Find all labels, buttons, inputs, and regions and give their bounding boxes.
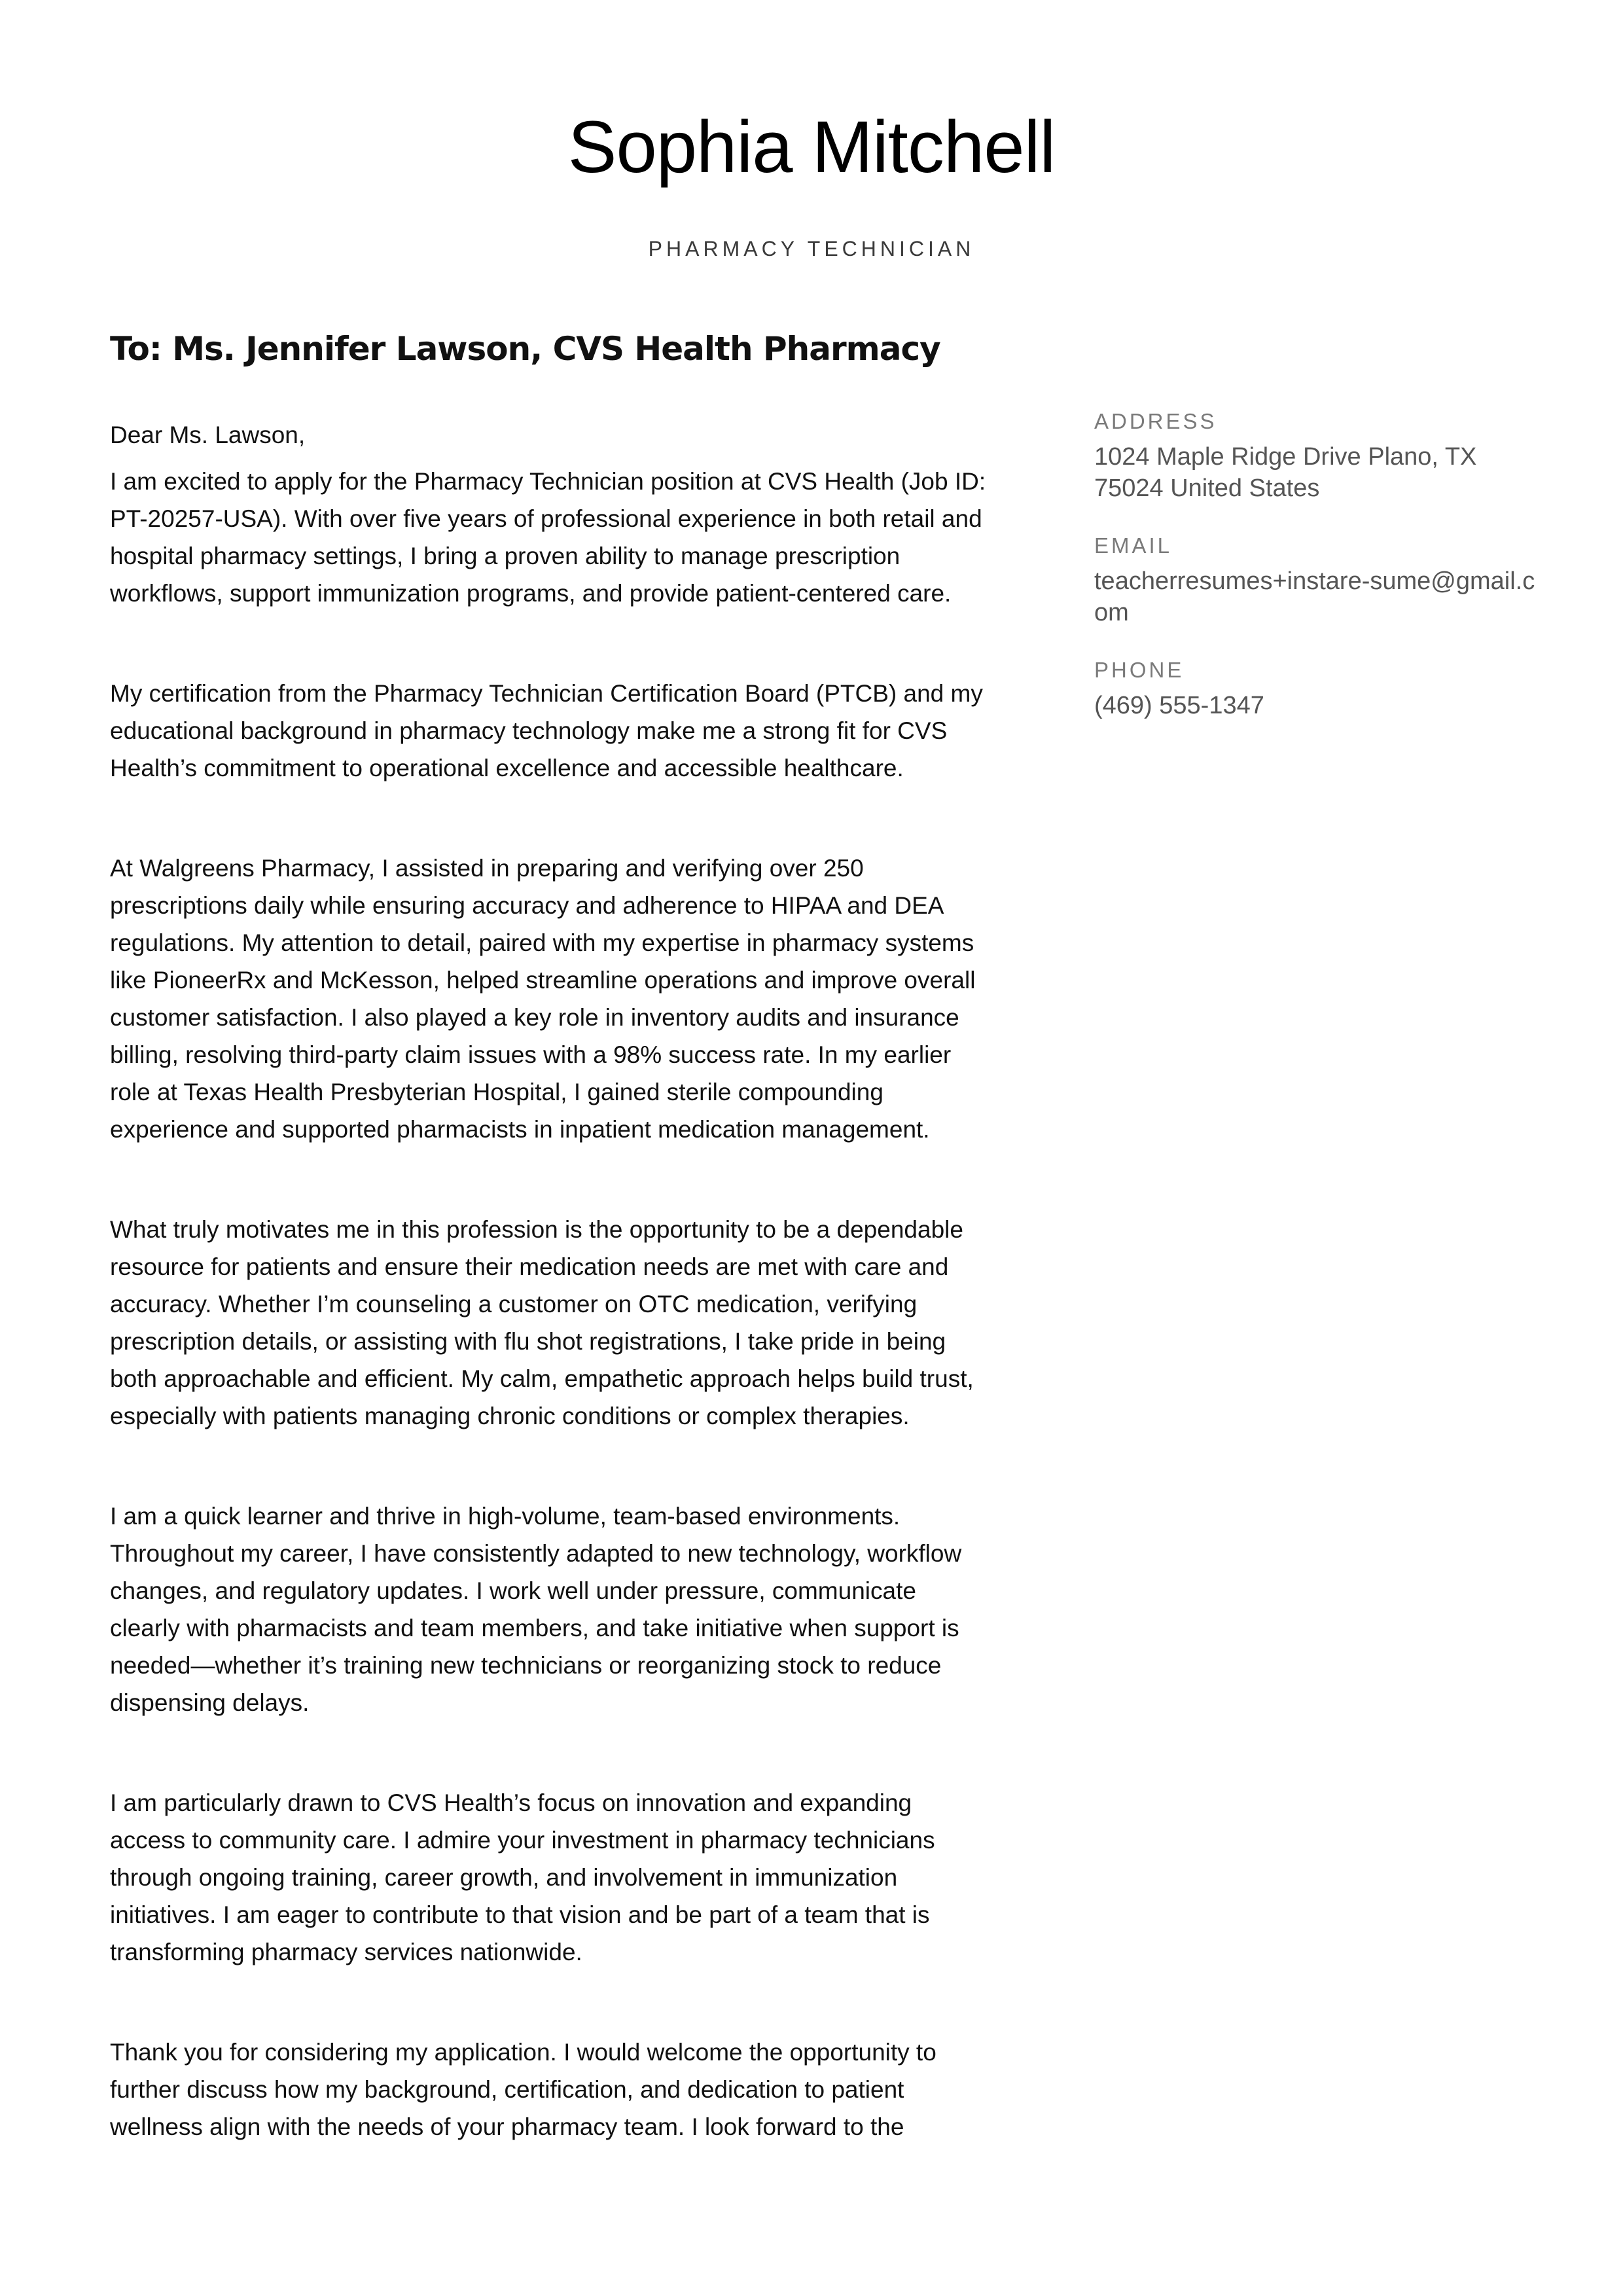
letter-paragraph-5: I am a quick learner and thrive in high-volume, team-based environments. Throughout my career, I have consistently adapted to new technology, workflow changes, and regulatory updates. I work well under pressure, communicate clearly with pharmacists and team members, and take initiative when support is needed—whether it’s training new technicians or reorganizing stock to reduce dispensing delays. (110, 1503, 962, 1716)
letter-paragraph-7: Thank you for considering my application. I would welcome the opportunity to further discuss how my background, certification, and dedication to patient wellness align with the needs of your pharmacy team. I look forward to the (110, 2039, 936, 2140)
contact-sidebar (1094, 407, 1539, 749)
address-label: ADDRESS (1094, 409, 1217, 433)
letter-body (110, 416, 987, 2208)
email-value[interactable]: teacherresumes+instare-sume@gmail.com (1094, 567, 1535, 626)
letter-paragraph-3: At Walgreens Pharmacy, I assisted in preparing and verifying over 250 prescriptions daily while ensuring accuracy and adherence to HIPAA and DEA regulations. My attention to detail, paired with my expertise in pharmacy systems like PioneerRx and McKesson, helped streamline operations and improve overall customer satisfaction. I also played a key role in inventory audits and insurance billing, resolving third-party claim issues with a 98% success rate. In my earlier role at Texas Health Presbyterian Hospital, I gained sterile compounding experience and supported pharmacists in inpatient medication management. (110, 855, 976, 1143)
email-label: EMAIL (1094, 533, 1173, 558)
salutation: Dear Ms. Lawson, (110, 422, 306, 448)
recipient-line: To: Ms. Jennifer Lawson, CVS Health Pharmacy (110, 330, 940, 368)
letter-paragraph-2: My certification from the Pharmacy Technician Certification Board (PTCB) and my educational background in pharmacy technology make me a strong fit for CVS Health’s commitment to operational excellence and accessible healthcare. (110, 680, 983, 781)
letter-paragraph-6: I am particularly drawn to CVS Health’s focus on innovation and expanding access to community care. I admire your investment in pharmacy technicians through ongoing training, career growth, and involvement in immunization initiatives. I am eager to contribute to that vision and be part of a team that is transforming pharmacy services nationwide. (110, 1789, 935, 1965)
letter-paragraph-4: What truly motivates me in this profession is the opportunity to be a dependable resource for patients and ensure their medication needs are met with care and accuracy. Whether I’m counseling a customer on OTC medication, verifying prescription details, or assisting with flu shot registrations, I take pride in being both approachable and efficient. My calm, empathetic approach helps build trust, especially with patients managing chronic conditions or complex therapies. (110, 1216, 974, 1429)
applicant-name: Sophia Mitchell (567, 106, 1056, 188)
phone-label: PHONE (1094, 658, 1185, 682)
address-value: 1024 Maple Ridge Drive Plano, TX 75024 United States (1094, 443, 1477, 502)
job-title: PHARMACY TECHNICIAN (648, 237, 975, 260)
letter-paragraph-1: I am excited to apply for the Pharmacy Technician position at CVS Health (Job ID: PT-20257-USA). With over five years of professional experience in both retail and hospital pharmacy settings, I bring a proven ability to manage prescription workflows, support immunization programs, and provide patient-centered care. (110, 468, 986, 607)
phone-value[interactable]: (469) 555-1347 (1094, 692, 1264, 719)
